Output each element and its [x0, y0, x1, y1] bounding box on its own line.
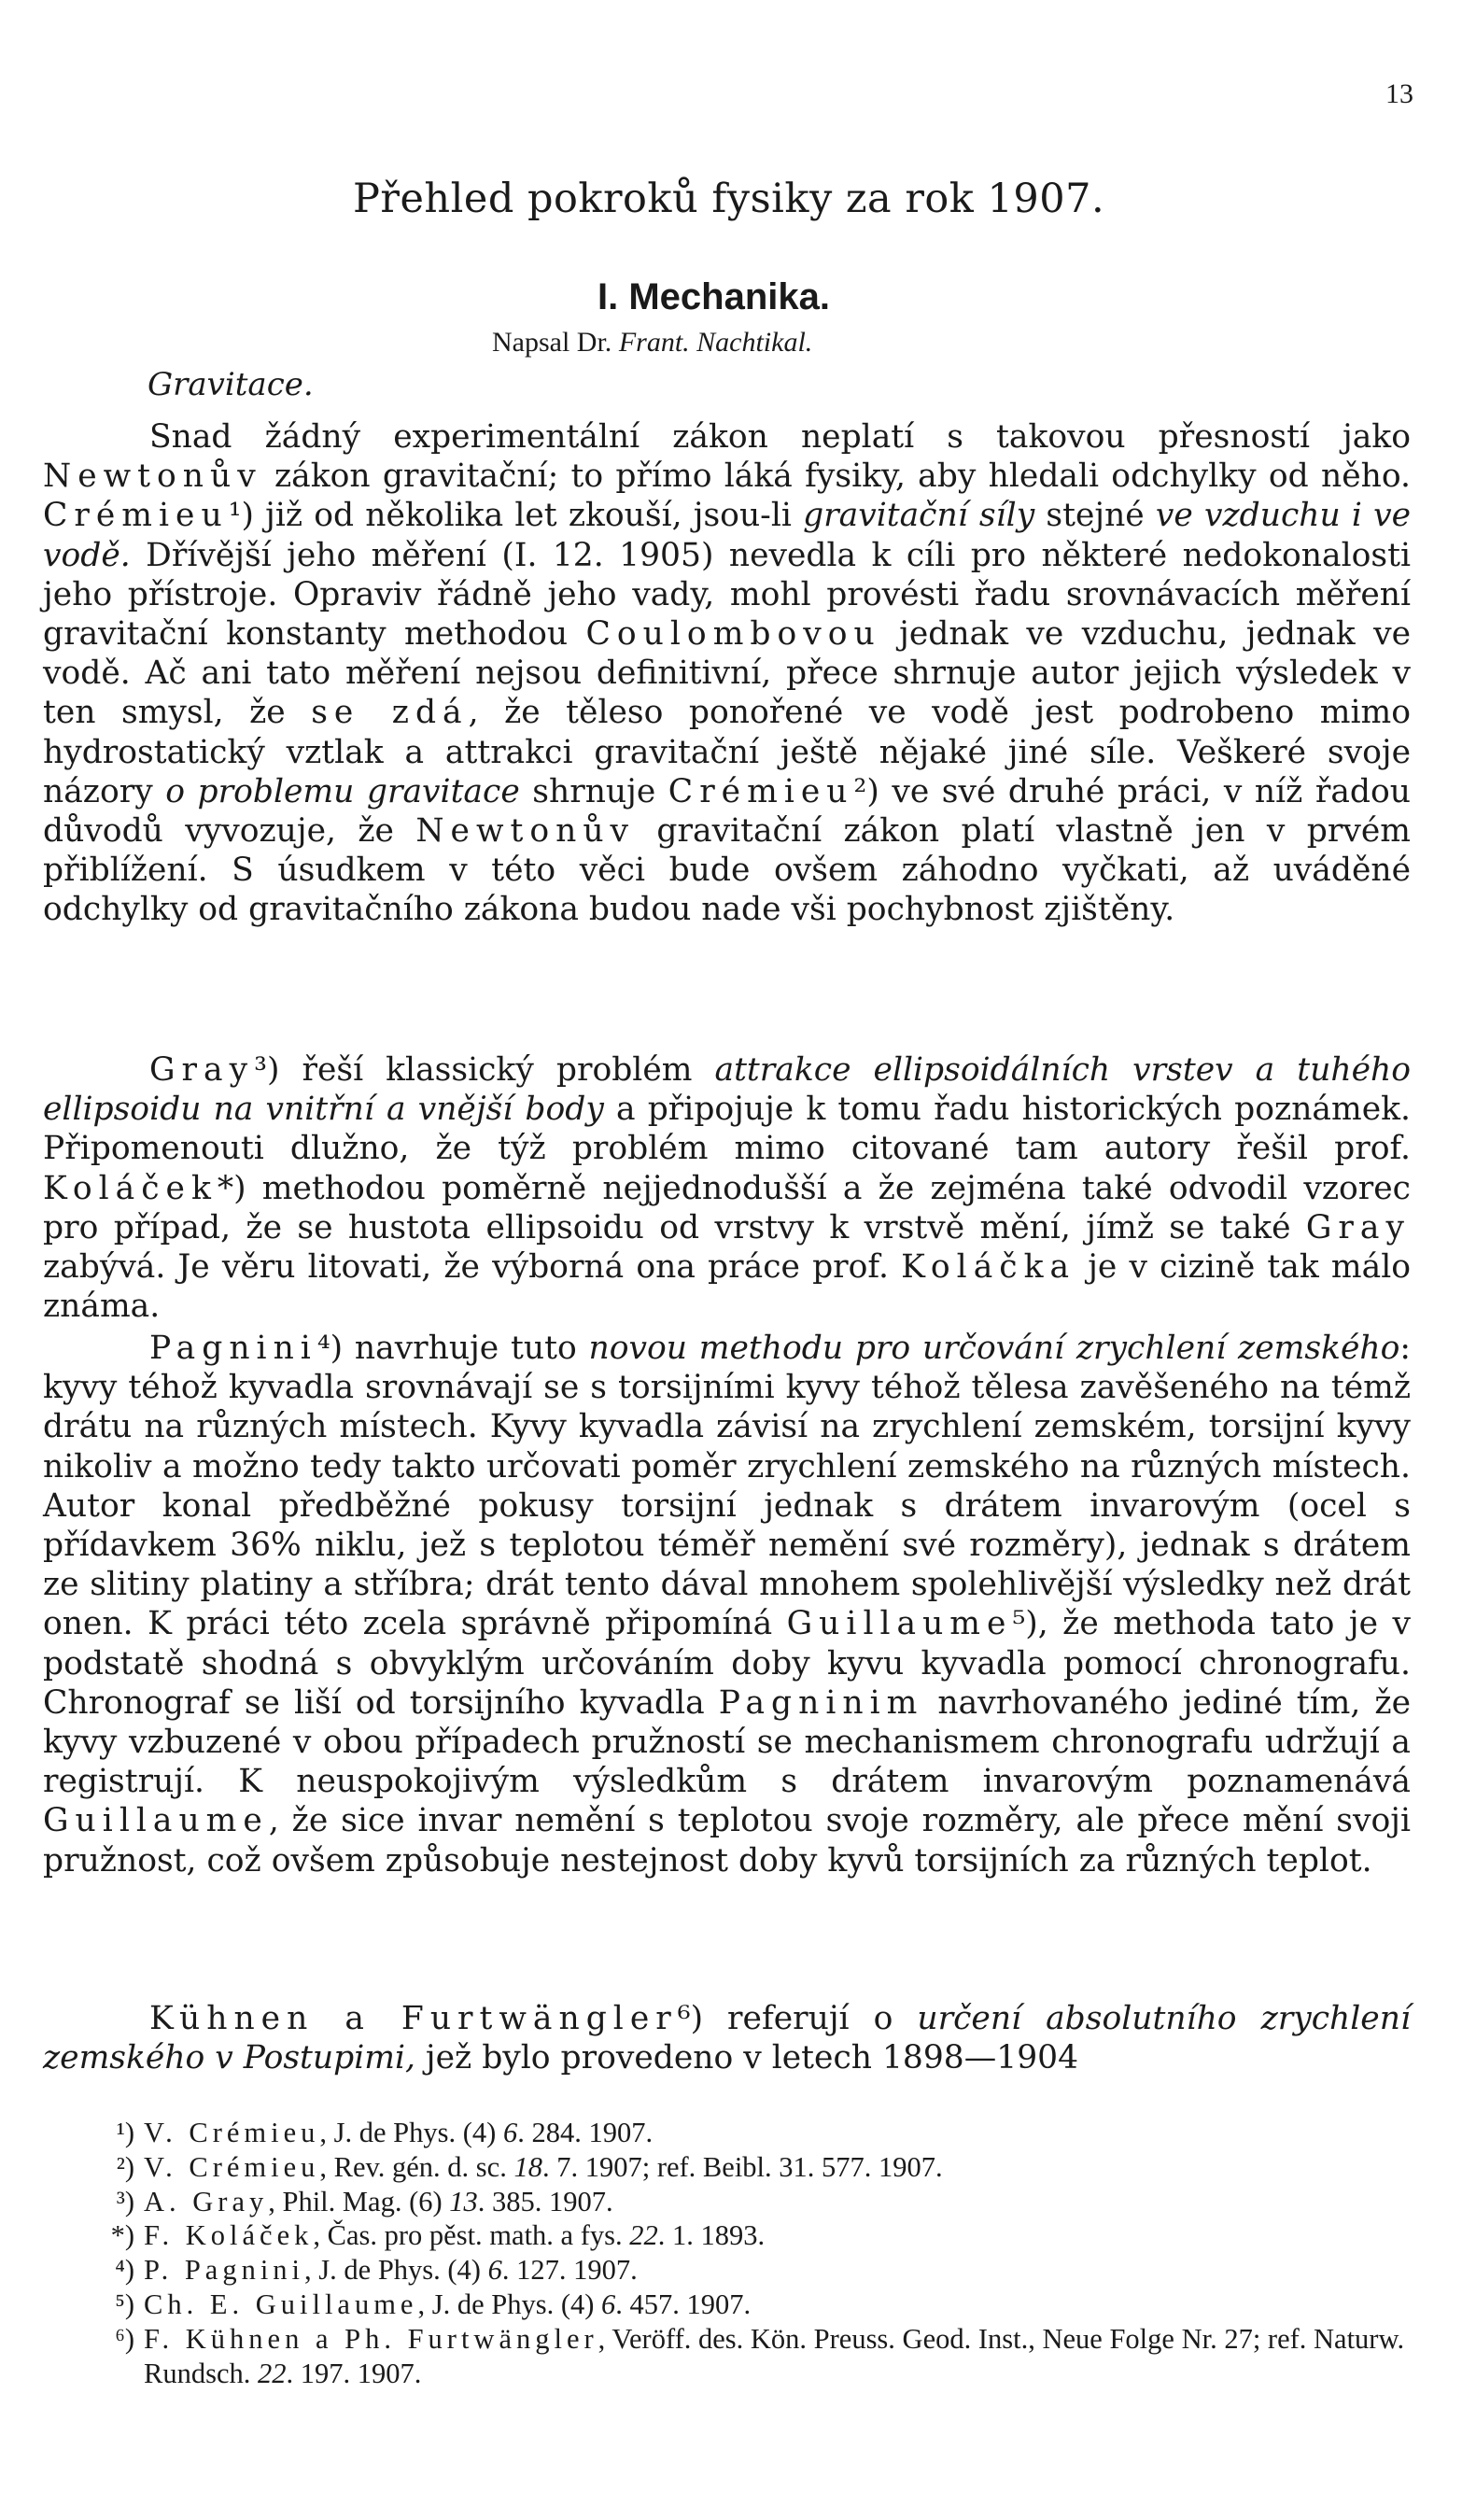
spaced-name: se zdá	[311, 694, 469, 732]
italic-term: gravitační síly	[803, 497, 1035, 535]
spaced-name: Gray	[1305, 1208, 1411, 1246]
page-number: 13	[1385, 78, 1413, 109]
spaced-name: Pagnini	[149, 1330, 317, 1367]
footnote-ref: ⁴)	[316, 1330, 344, 1367]
paragraph-1	[43, 417, 1411, 930]
italic-term: ve vzduchu i ve vodě.	[43, 497, 1412, 574]
italic-term: novou methodu pro určování zrychlení zemského	[588, 1330, 1400, 1367]
footnote-ref: *)	[217, 1169, 246, 1207]
paragraph-text: Gray³) řeší klassický problém attrakce ellipsoidálních vrstev a tuhého ellipsoidu na vnitřní a vnější body a připojuje k tomu řadu historických poznámek. Připomenouti dlužno, že týž problém mimo citované tam autory řešil prof. Koláček*) methodou poměrně nejjednodušší a že zejména také odvodil vzorec pro případ, že se hustota ellipsoidu od vrstvy k vrstvě mění, jímž se také Gray zabývá. Je věru litovati, že výborná ona práce prof. Koláčka je v cizině tak málo známa.	[43, 1051, 1411, 1326]
footnote-ref: ⁶)	[677, 2000, 704, 2037]
footnote-ref: ³)	[254, 1051, 280, 1089]
footnote-mark: ²)	[116, 2150, 134, 2183]
spaced-name: Koláček	[43, 1169, 218, 1207]
spaced-name: Guillaume	[786, 1605, 1013, 1643]
footnote-mark: ¹)	[116, 2117, 134, 2148]
article-title: Přehled pokroků fysiky za rok 1907.	[353, 176, 1105, 222]
spaced-name: Koláčka	[901, 1248, 1076, 1287]
spaced-name: Newtonův	[415, 812, 636, 851]
footnote: ¹) V. Crémieu, J. de Phys. (4) 6. 284. 1907.	[43, 2116, 1415, 2150]
footnote: ⁴) P. Pagnini, J. de Phys. (4) 6. 127. 1907.	[43, 2253, 1415, 2288]
footnote-mark: *)	[110, 2219, 134, 2252]
spaced-name: Guillaume	[43, 1802, 269, 1840]
spaced-name: Newtonův	[43, 458, 262, 496]
footnote-ref: ²)	[853, 772, 879, 810]
footnote: ³) A. Gray, Phil. Mag. (6) 13. 385. 1907.	[43, 2185, 1415, 2219]
paragraph-text: Kühnen a Furtwängler⁶) referují o určení absolutního zrychlení zemského v Postupimi, jež bylo provedeno v letech 1898—1904	[43, 2000, 1411, 2077]
spaced-name: Gray	[149, 1051, 255, 1089]
italic-term: určení absolutního zrychlení zemského v Postupimi,	[43, 2000, 1411, 2077]
paragraph-2	[43, 1050, 1411, 1326]
byline	[492, 327, 812, 359]
paragraph-text: Pagnini⁴) navrhuje tuto novou methodu pro určování zrychlení zemského: kyvy téhož kyvadla srovnávají se s torsijními kyvy téhož tělesa zavěšeného na témž drátu na různých místech. Kyvy kyvadla závisí na zrychlení zemském, torsijní kyvy nikoliv a možno tedy takto určovati poměr zrychlení zemského na různých místech. Autor konal předběžné pokusy torsijní jednak s drátem invarovým (ocel s přídavkem 36% niklu, jež s teplotou téměř nemění své rozměry), jednak s drátem ze slitiny platiny a stříbra; drát tento dával mnohem spolehlivější výsledky než drát onen. K práci této zcela správně připomíná Guillaume⁵), že methoda tato je v podstatě shodná s obvyklým určováním doby kyvu kyvadla pomocí chronografu. Chronograf se liší od torsijního kyvadla Pagninim navrhovaného jediné tím, že kyvy vzbuzené v obou případech pružností se mechanismem chronografu udržují a registrují. K neuspokojivým výsledkům s drátem invarovým poznamenává Guillaume, že sice invar nemění s teplotou svoje rozměry, ale přece mění svoji pružnost, což ovšem způsobuje nestejnost doby kyvů torsijních za různých teplot.	[43, 1330, 1411, 1879]
section-heading: I. Mechanika.	[597, 276, 830, 317]
paragraph-3	[43, 1329, 1411, 1880]
spaced-name: Crémieu	[43, 497, 229, 535]
footnote-ref: ⁵)	[1012, 1605, 1038, 1643]
footnote: ⁵) Ch. E. Guillaume, J. de Phys. (4) 6. 457. 1907.	[43, 2288, 1415, 2322]
footnote: *) F. Koláček, Čas. pro pěst. math. a fys. 22. 1. 1893.	[43, 2218, 1415, 2253]
byline-author: Frant. Nachtikal.	[618, 327, 813, 358]
spaced-name: Pagninim	[718, 1683, 924, 1722]
footnote-ref: ¹)	[228, 497, 254, 535]
footnote-mark: ⁴)	[115, 2254, 134, 2287]
spaced-name: Coulombovou	[585, 615, 881, 654]
footnote: ²) V. Crémieu, Rev. gén. d. sc. 18. 7. 1907; ref. Beibl. 31. 577. 1907.	[43, 2150, 1415, 2185]
side-heading: Gravitace.	[148, 366, 314, 403]
footnote-mark: ⁶)	[115, 2322, 134, 2355]
byline-prefix: Napsal Dr.	[492, 327, 612, 358]
footnotes	[43, 2116, 1415, 2390]
spaced-name: Crémieu	[668, 772, 854, 810]
italic-term: attrakce ellipsoidálních vrstev a tuhého ellipsoidu na vnitřní a vnější body	[43, 1051, 1411, 1129]
italic-term: o problemu gravitace	[165, 772, 520, 810]
paragraph-4	[43, 1999, 1411, 2077]
footnote-mark: ⁵)	[115, 2288, 134, 2320]
footnote: ⁶) F. Kühnen a Ph. Furtwängler, Veröff. des. Kön. Preuss. Geod. Inst., Neue Folge Nr. 27; ref. Naturw. Rundsch. 22. 197. 1907.	[43, 2322, 1415, 2391]
footnote-mark: ³)	[116, 2185, 134, 2217]
paragraph-text: Snad žádný experimentální zákon neplatí s takovou přesností jako Newtonův zákon gravitační; to přímo láká fysiky, aby hledali odchylky od něho. Crémieu¹) již od několika let zkouší, jsou-li gravitační síly stejné ve vzduchu i ve vodě. Dřívější jeho měření (I. 12. 1905) nevedla k cíli pro některé nedokonalosti jeho přístroje. Opraviv řádně jeho vady, mohl provésti řadu srovnávacích měření gravitační konstanty methodou Coulombovou jednak ve vzduchu, jednak ve vodě. Ač ani tato měření nejsou definitivní, přece shrnuje autor jejich výsledek v ten smysl, že se zdá, že těleso ponořené ve vodě jest podrobeno mimo hydrostatický vztlak a attrakci gravitační ještě nějaké jiné síle. Veškeré svoje názory o problemu gravitace shrnuje Crémieu²) ve své druhé práci, v níž řadou důvodů vyvozuje, že Newtonův gravitační zákon platí vlastně jen v prvém přiblížení. S úsudkem v této věci bude ovšem záhodno vyčkati, až uváděné odchylky od gravitačního zákona budou nade vši pochybnost zjištěny.	[43, 418, 1412, 929]
spaced-name: Kühnen a Furtwängler	[149, 2000, 678, 2037]
